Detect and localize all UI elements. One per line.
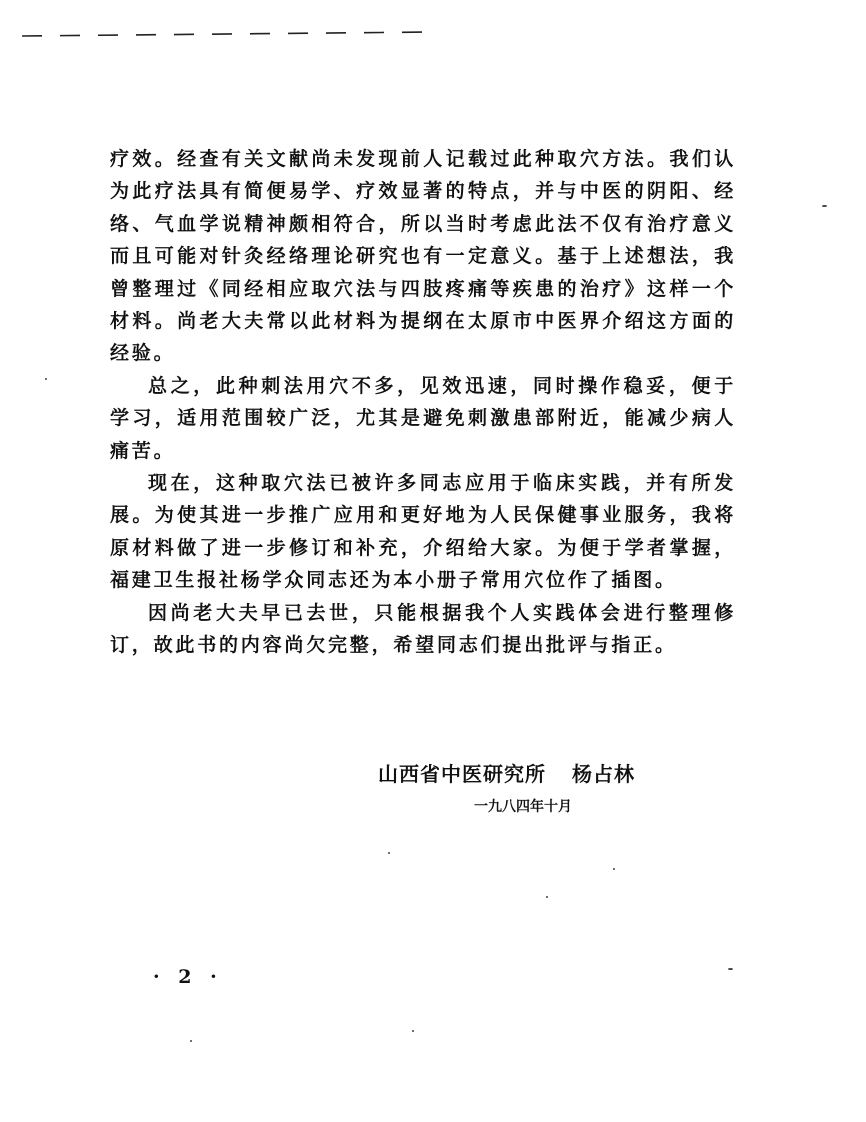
signature-author: 杨占林 (571, 762, 635, 786)
scan-speck (190, 1040, 192, 1042)
paragraph-4: 因尚老大夫早已去世，只能根据我个人实践体会进行整理修订，故此书的内容尚欠完整，希望同志们提出批评与指正。 (110, 601, 736, 657)
scan-speck (613, 868, 615, 870)
scan-speck (546, 896, 548, 898)
scan-speck (822, 205, 827, 207)
scan-speck (45, 378, 47, 380)
scan-speck (412, 1030, 414, 1032)
scan-speck (728, 968, 733, 970)
paragraph-3: 现在，这种取穴法已被许多同志应用于临床实践，并有所发展。为使其进一步推广应用和更好地为人民保健事业服务，我将原材料做了进一步修订和补充，介绍给大家。为便于学者掌握，福建卫生报社杨学众同志还为本小册子常用穴位作了插图。 (110, 472, 736, 592)
signature-line (378, 758, 635, 787)
signature-organization: 山西省中医研究所 (378, 762, 546, 786)
scan-speck (388, 852, 390, 854)
paragraph-1: 疗效。经查有关文献尚未发现前人记载过此种取穴方法。我们认为此疗法具有简便易学、疗效显著的特点，并与中医的阴阳、经络、气血学说精神颇相符合，所以当时考虑此法不仅有治疗意义而且可能对针灸经络理论研究也有一定意义。基于上述想法，我曾整理过《同经相应取穴法与四肢疼痛等疾患的治疗》这样一个材料。尚老大夫常以此材料为提纲在太原市中医界介绍这方面的经验。 (110, 148, 736, 365)
paragraph-2: 总之，此种刺法用穴不多，见效迅速，同时操作稳妥，便于学习，适用范围较广泛，尤其是避免刺激患部附近，能减少病人痛苦。 (110, 374, 736, 462)
signature-date: 一九八四年十月 (474, 799, 572, 815)
page-number: · 2 · (153, 966, 223, 988)
header-dash-line (22, 26, 432, 38)
body-text (110, 143, 736, 662)
